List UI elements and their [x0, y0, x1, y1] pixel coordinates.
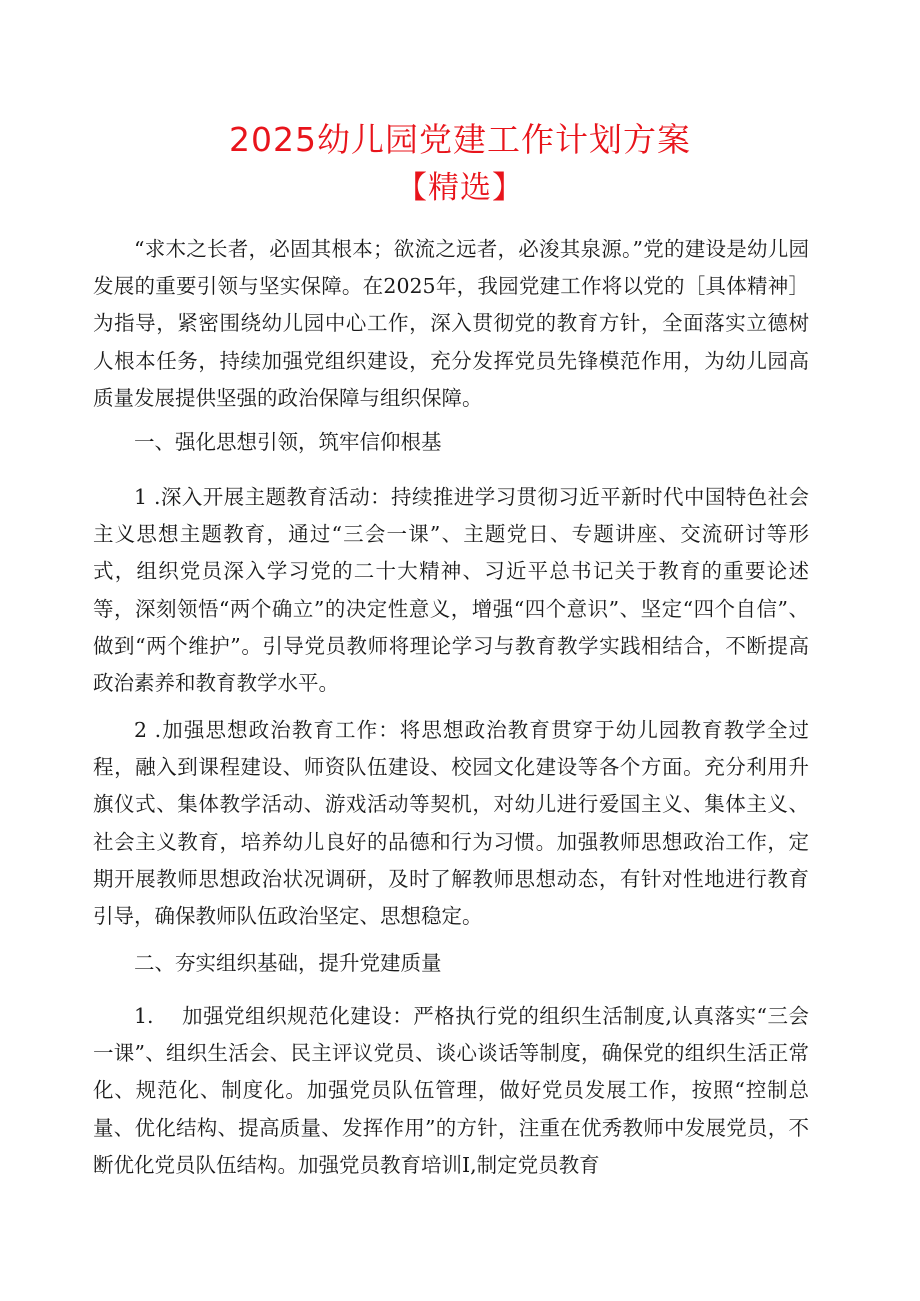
section-heading-2: 二、夯实组织基础，提升党建质量 — [134, 951, 442, 975]
document-subtitle: 【精选】 — [396, 170, 524, 206]
document-title: 2025幼儿园党建工作计划方案 — [229, 120, 691, 159]
section2-item-1: 1. 加强党组织规范化建设：严格执行党的组织生活制度,认真落实“三会一课”、组织生活会、民主评议党员、谈心谈话等制度，确保党的组织生活正常化、规范化、制度化。加强党员队伍管理，做好党员发展工作，按照“控制总量、优化结构、提高质量、发挥作用”的方针，注重在优秀教师中发展党员，不断优化党员队伍结构。加强党员教育培训I,制定党员教育 — [93, 1004, 809, 1177]
section1-item-1: 1 .深入开展主题教育活动：持续推进学习贯彻习近平新时代中国特色社会主义思想主题教育，通过“三会一课”、主题党日、专题讲座、交流研讨等形式，组织党员深入学习党的二十大精神、习近平总书记关于教育的重要论述等，深刻领悟“两个确立”的决定性意义，增强“四个意识”、坚定“四个自信”、做到“两个维护”。引导党员教师将理论学习与教育教学实践相结合，不断提高政治素养和教育教学水平。 — [93, 485, 809, 696]
intro-paragraph: “求木之长者，必固其根本；欲流之远者，必浚其泉源。”党的建设是幼儿园发展的重要引领与坚实保障。在2025年，我园党建工作将以党的［具体精神］为指导，紧密围绕幼儿园中心工作，深入贯彻党的教育方针，全面落实立德树人根本任务，持续加强党组织建设，充分发挥党员先锋模范作用，为幼儿园高质量发展提供坚强的政治保障与组织保障。 — [93, 237, 809, 410]
section-heading-1: 一、强化思想引领，筑牢信仰根基 — [134, 430, 442, 454]
section1-item-2: 2 .加强思想政治教育工作：将思想政治教育贯穿于幼儿园教育教学全过程，融入到课程建设、师资队伍建设、校园文化建设等各个方面。充分利用升旗仪式、集体教学活动、游戏活动等契机，对幼儿进行爱国主义、集体主义、社会主义教育，培养幼儿良好的品德和行为习惯。加强教师思想政治工作，定期开展教师思想政治状况调研，及时了解教师思想动态，有针对性地进行教育引导，确保教师队伍政治坚定、思想稳定。 — [93, 718, 809, 929]
